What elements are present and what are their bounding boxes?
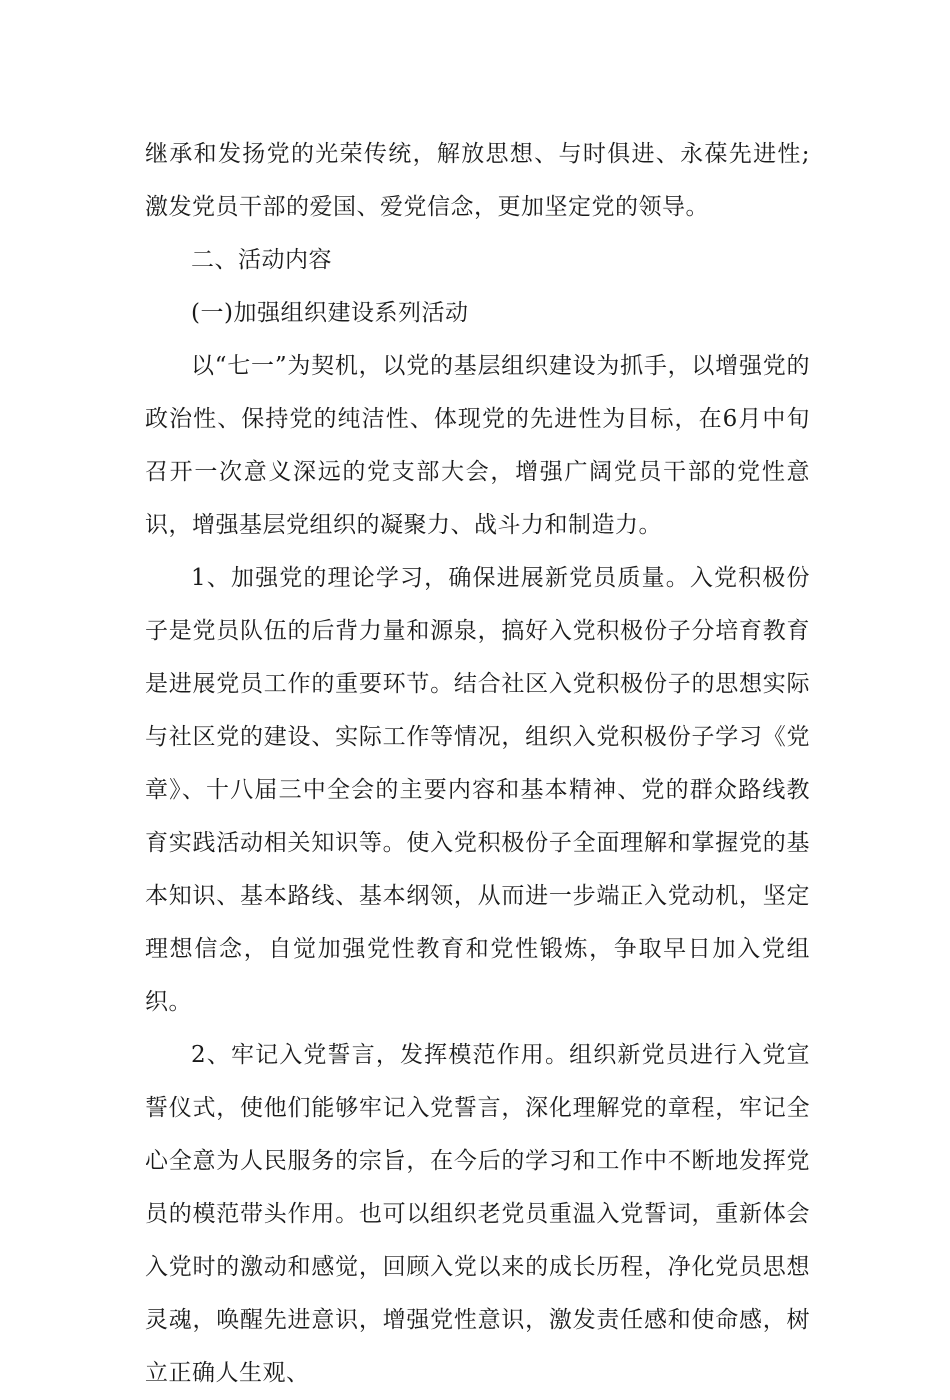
- document-body: [145, 128, 810, 1400]
- paragraph-intro: 以“七一”为契机，以党的基层组织建设为抓手，以增强党的政治性、保持党的纯洁性、体现党的先进性为目标，在6月中旬召开一次意义深远的党支部大会，增强广阔党员干部的党性意识，增强基层党组织的凝聚力、战斗力和制造力。: [145, 353, 810, 538]
- paragraph-item-2: 2、牢记入党誓言，发挥模范作用。组织新党员进行入党宣誓仪式，使他们能够牢记入党誓言，深化理解党的章程，牢记全心全意为人民服务的宗旨，在今后的学习和工作中不断地发挥党员的模范带头作用。也可以组织老党员重温入党誓词，重新体会入党时的激动和感觉，回顾入党以来的成长历程，净化党员思想灵魂，唤醒先进意识，增强党性意识，激发责任感和使命感，树立正确人生观、: [145, 1042, 810, 1386]
- paragraph-item-1: 1、加强党的理论学习，确保进展新党员质量。入党积极份子是党员队伍的后背力量和源泉，搞好入党积极份子分培育教育是进展党员工作的重要环节。结合社区入党积极份子的思想实际与社区党的建设、实际工作等情况，组织入党积极份子学习《党章》、十八届三中全会的主要内容和基本精神、党的群众路线教育实践活动相关知识等。使入党积极份子全面理解和掌握党的基本知识、基本路线、基本纲领，从而进一步端正入党动机，坚定理想信念，自觉加强党性教育和党性锻炼，争取早日加入党组织。: [145, 565, 810, 1015]
- paragraph-continuation: 继承和发扬党的光荣传统，解放思想、与时俱进、永葆先进性;激发党员干部的爱国、爱党信念，更加坚定党的领导。: [145, 141, 810, 220]
- subsection-heading-organization: (一)加强组织建设系列活动: [191, 300, 469, 326]
- section-heading-activity-content: 二、活动内容: [191, 247, 332, 273]
